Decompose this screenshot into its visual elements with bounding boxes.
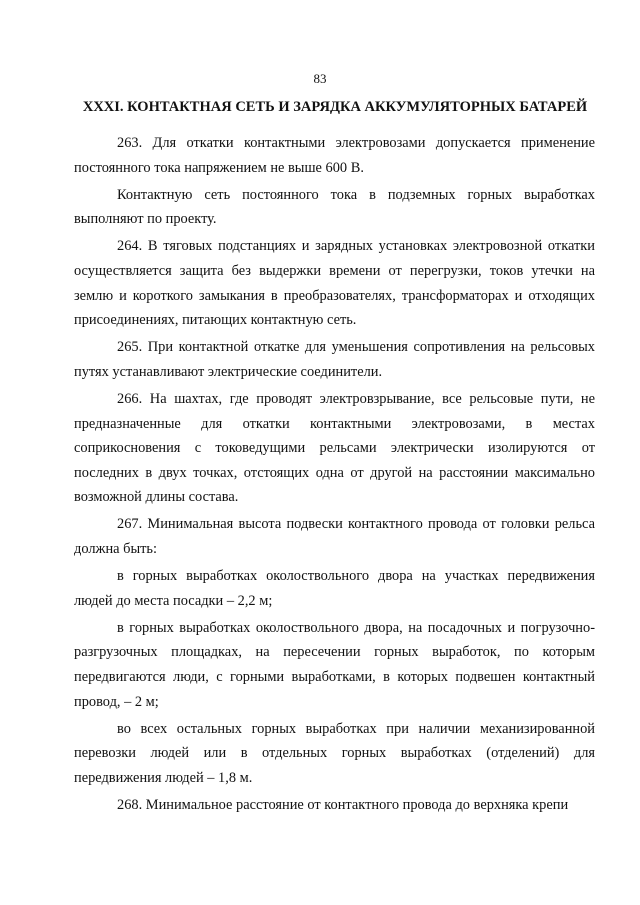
paragraph-263: 263. Для откатки контактными электровозами допускается применение постоянного тока напряжением не выше 600 В. — [74, 135, 595, 176]
paragraph-267-item-2: в горных выработках околоствольного двора, на посадочных и погрузочно-разгрузочных площадках, на пересечении горных выработок, по которым передвигаются люди, с горными выработками, в которых подвешен контактный провод, – 2 м; — [74, 619, 595, 710]
paragraph-266: 266. На шахтах, где проводят электровзрывание, все рельсовые пути, не предназначенные для откатки контактными электровозами, в местах соприкосновения с токоведущими рельсами электрически изолируются от последних в двух точках, отстоящих одна от другой на расстоянии максимально возможной длины состава. — [74, 390, 595, 506]
paragraph-263-contact-network: Контактную сеть постоянного тока в подземных горных выработках выполняют по проекту. — [74, 186, 595, 228]
paragraph-267-item-3: во всех остальных горных выработках при наличии механизированной перевозки людей или в отдельных горных выработках (отделений) для передвижения людей – 1,8 м. — [74, 720, 595, 786]
page-number: 83 — [313, 71, 327, 86]
body-text — [74, 131, 595, 820]
section-heading: XXXI. КОНТАКТНАЯ СЕТЬ И ЗАРЯДКА АККУМУЛЯТОРНЫХ БАТАРЕЙ — [82, 99, 588, 115]
paragraph-267: 267. Минимальная высота подвески контактного провода от головки рельса должна быть: — [74, 516, 595, 557]
paragraph-265: 265. При контактной откатке для уменьшения сопротивления на рельсовых путях устанавливают электрические соединители. — [74, 339, 595, 380]
paragraph-264: 264. В тяговых подстанциях и зарядных установках электровозной откатки осуществляется защита без выдержки времени от перегрузки, токов утечки на землю и короткого замыкания в преобразователях, трансформаторах и отходящих присоединениях, питающих контактную сеть. — [74, 238, 595, 329]
paragraph-268: 268. Минимальное расстояние от контактного провода до верхняка крепи — [117, 796, 569, 813]
paragraph-267-item-1: в горных выработках околоствольного двора на участках передвижения людей до места посадки – 2,2 м; — [74, 568, 595, 609]
